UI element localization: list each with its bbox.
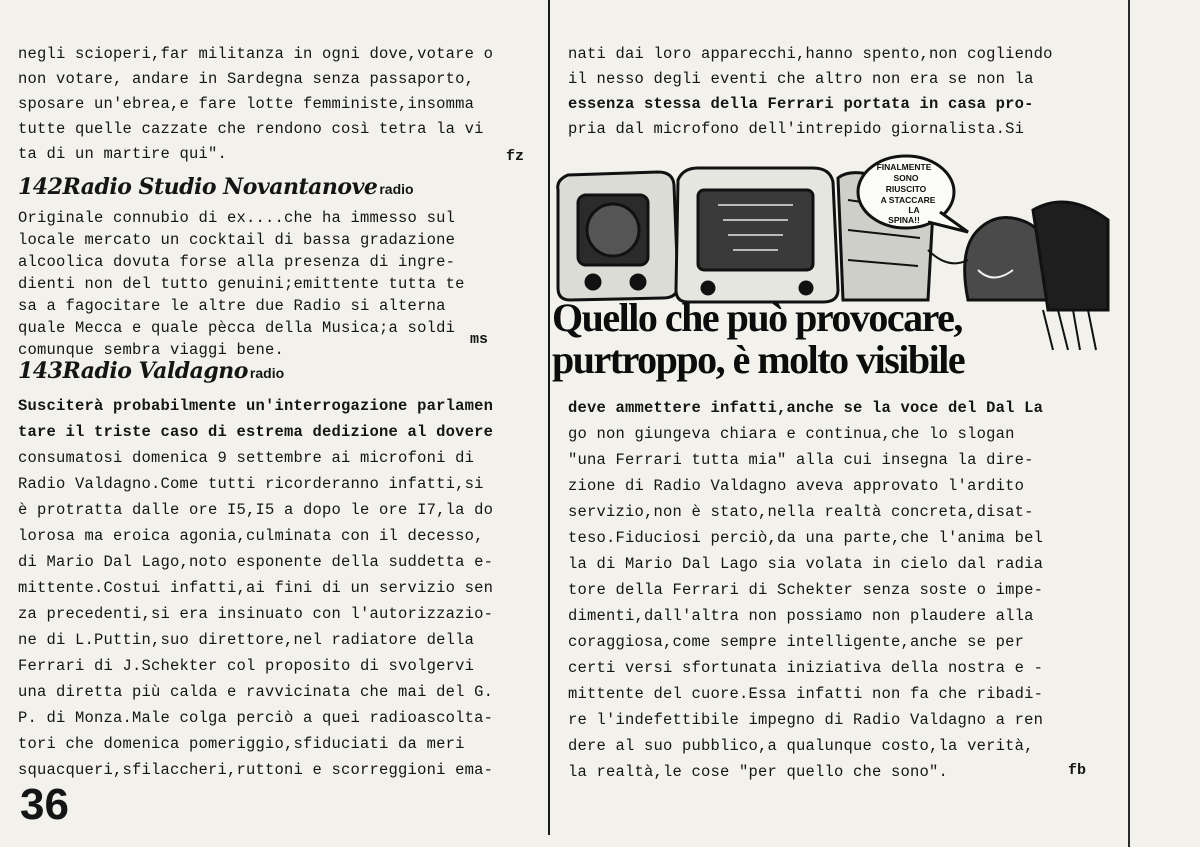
text-line: la di Mario Dal Lago sia volata in cielo dal radia [568, 555, 1044, 573]
cartoon-caption-line1: Quello che può provocare, [552, 295, 962, 340]
text-line: una diretta più calda e ravvicinata che mai del G. [18, 683, 494, 701]
bubble-text: SPINA!! [888, 215, 920, 225]
cartoon-caption-line2: purtroppo, è molto visibile [552, 337, 965, 382]
text-line: dienti non del tutto genuini;emittente tutta te [18, 275, 465, 293]
text-line: mittente.Costui infatti,ai fini di un servizio sen [18, 579, 494, 597]
text-line: dere al suo pubblico,a qualunque costo,la verità, [568, 737, 1034, 755]
text-line: Originale connubio di ex....che ha immesso sul [18, 209, 456, 227]
text-line: la realtà,le cose "per quello che sono". [568, 763, 949, 781]
bubble-text: FINALMENTE [876, 162, 932, 172]
text-line: servizio,non è stato,nella realtà concreta,disat- [568, 503, 1034, 521]
entry-number: 143 [18, 358, 63, 384]
text-line: deve ammettere infatti,anche se la voce del Dal La [568, 399, 1044, 417]
text-line: il nesso degli eventi che altro non era se non la [568, 70, 1034, 88]
entry-heading-142 [18, 174, 414, 200]
text-line: za precedenti,si era insinuato con l'autorizzazio- [18, 605, 494, 623]
text-line: certi versi sfortunata iniziativa della nostra e - [568, 659, 1044, 677]
text-line: di Mario Dal Lago,noto esponente della suddetta e- [18, 553, 494, 571]
text-line: squacqueri,sfilaccheri,ruttoni e scorreggioni ema- [18, 761, 494, 779]
page-edge [1128, 0, 1130, 847]
text-line: dimenti,dall'altra non possiamo non plaudere alla [568, 607, 1034, 625]
text-line: ta di un martire qui". [18, 145, 228, 163]
text-line: locale mercato un cocktail di bassa gradazione [18, 231, 456, 249]
entry-suffix: radio [249, 365, 285, 381]
column-divider [548, 0, 550, 835]
text-line: coraggiosa,come sempre intelligente,anche se per [568, 633, 1025, 651]
text-line: mittente del cuore.Essa infatti non fa che ribadi- [568, 685, 1044, 703]
signature-fz: fz [506, 148, 525, 165]
text-line: zione di Radio Valdagno aveva approvato l'ardito [568, 477, 1025, 495]
text-line: sa a fagocitare le altre due Radio si alterna [18, 297, 446, 315]
entry-name: Radio Studio Novantanove [62, 174, 378, 200]
text-line: P. di Monza.Male colga perciò a quei radioascolta- [18, 709, 494, 727]
text-line: tore della Ferrari di Schekter senza soste o impe- [568, 581, 1044, 599]
entry-heading-143 [18, 358, 284, 384]
text-line: pria dal microfono dell'intrepido giornalista.Si [568, 120, 1025, 138]
text-line: comunque sembra viaggi bene. [18, 341, 285, 359]
text-line: consumatosi domenica 9 settembre ai microfoni di [18, 449, 475, 467]
text-line: tare il triste caso di estrema dedizione al dovere [18, 423, 494, 441]
text-line: nati dai loro apparecchi,hanno spento,non cogliendo [568, 45, 1053, 63]
text-line: re l'indefettibile impegno di Radio Valdagno a ren [568, 711, 1044, 729]
text-line: go non giungeva chiara e continua,che lo slogan [568, 425, 1015, 443]
text-line: Susciterà probabilmente un'interrogazione parlamen [18, 397, 494, 415]
text-line: non votare, andare in Sardegna senza passaporto, [18, 70, 475, 88]
text-line: quale Mecca e quale pècca della Musica;a soldi [18, 319, 456, 337]
text-line: alcoolica dovuta forse alla presenza di ingre- [18, 253, 456, 271]
text-line: negli scioperi,far militanza in ogni dove,votare o [18, 45, 494, 63]
text-line: ne di L.Puttin,suo direttore,nel radiatore della [18, 631, 475, 649]
text-line: sposare un'ebrea,e fare lotte femministe,insomma [18, 95, 475, 113]
entry-name: Radio Valdagno [62, 358, 248, 384]
text-line: è protratta dalle ore I5,I5 a dopo le ore I7,la do [18, 501, 494, 519]
bubble-text: A STACCARE [880, 195, 936, 205]
text-line: tori che domenica pomeriggio,sfiduciati da meri [18, 735, 465, 753]
page-number: 36 [20, 780, 69, 829]
signature-ms: ms [470, 331, 489, 348]
entry-suffix: radio [379, 181, 414, 197]
text-line: teso.Fiduciosi perciò,da una parte,che l'anima bel [568, 529, 1044, 547]
bubble-text: RIUSCITO [885, 184, 927, 194]
text-line: tutte quelle cazzate che rendono così tetra la vi [18, 120, 484, 138]
bubble-text: LA [908, 205, 920, 215]
bubble-text: SONO [893, 173, 919, 183]
text-line: essenza stessa della Ferrari portata in casa pro- [568, 95, 1034, 113]
signature-fb: fb [1068, 762, 1087, 779]
text-line: lorosa ma eroica agonia,culminata con il decesso, [18, 527, 484, 545]
text-line: Ferrari di J.Schekter col proposito di svolgervi [18, 657, 475, 675]
entry-number: 142 [18, 174, 63, 200]
text-line: "una Ferrari tutta mia" alla cui insegna la dire- [568, 451, 1034, 469]
text-line: Radio Valdagno.Come tutti ricorderanno infatti,si [18, 475, 484, 493]
